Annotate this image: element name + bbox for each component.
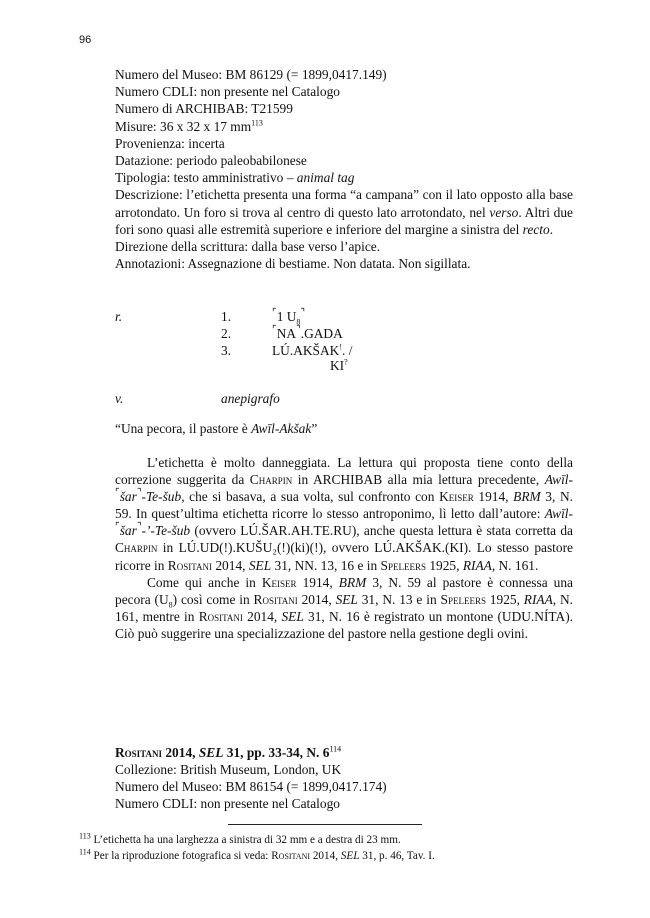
commentary-paragraph: Come qui anche in Keiser 1914, BRM 3, N. 59 al pastore è connessa una pecora $(U_8)$ così come in Rositani 2014, SEL 31, N. 13 e in Speleers 1925, RIAA, N. 161, mentre in Rositani 2014, SEL 31, N. 16 è registrato un montone (UDU.NÍTA). Ciò può suggerire una specializzazione del pastore nella gestione degli ovini. [115, 574, 574, 641]
commentary [115, 454, 573, 642]
dimensions: Misure: 36 x 32 x 17 $mm^{113}$ [115, 118, 263, 134]
line-number: 2. [221, 326, 232, 341]
translation: “Una pecora, il pastore è Awīl-Akšak” [115, 421, 318, 436]
page-number: 96 [79, 34, 92, 46]
archibab-number: Numero di ARCHIBAB: T21599 [115, 101, 293, 117]
footnote: $^{113}$ L’etichetta ha una larghezza a sinistra di 32 mm e a destra di 23 mm. [79, 831, 401, 846]
collection: Collezione: British Museum, London, UK [115, 762, 342, 778]
footnote: $^{114}$ Per la riproduzione fotografica si veda: Rositani 2014, SEL 31, p. 46, Tav. I. [79, 847, 435, 862]
transliteration-line: ⌜NA⌝.GADA [272, 324, 343, 341]
annotations: Annotazioni: Assegnazione di bestiame. Non datata. Non sigillata. [115, 256, 471, 272]
cdli-number: Numero CDLI: non presente nel Catalogo [115, 84, 340, 100]
footnote-separator [228, 824, 422, 825]
description: Descrizione: l’etichetta presenta una forma “a campana” con il lato opposto alla base arrotondato. Un foro si trova al centro di questo lato arrotondato, nel verso. Altri due fori sono quasi alle estremità superiore e inferiore del margine a sinistra del recto. [115, 187, 573, 237]
cdli-number: Numero CDLI: non presente nel Catalogo [115, 796, 340, 812]
line-number: 3. [221, 343, 232, 358]
footnote-ref: 113 [251, 118, 263, 128]
writing-direction: Direzione della scrittura: dalla base verso l’apice. [115, 239, 381, 255]
provenance: Provenienza: incerta [115, 135, 225, 151]
museum-number: Numero del Museo: BM 86129 (= 1899,0417.149) [115, 67, 387, 82]
entry-heading: Rositani 2014, SEL 31, pp. 33-34, N. $6^{114}$ [115, 744, 342, 760]
typology: Tipologia: testo amministrativo – animal tag [115, 170, 355, 186]
verso-label: v. [115, 391, 124, 406]
museum-number: Numero del Museo: BM 86154 (= 1899,0417.174) [115, 779, 387, 795]
verso-text: anepigrafo [221, 391, 280, 406]
catalog-entry [115, 66, 573, 272]
footnote-ref: 114 [329, 744, 342, 754]
next-entry [115, 744, 573, 812]
dating: Datazione: periodo paleobabilonese [115, 153, 307, 169]
transliteration-line: ⌜1 $U_8^⌝$ [272, 307, 306, 327]
commentary-paragraph: L’etichetta è molto danneggiata. La lettura qui proposta tiene conto della correzione suggerita da Charpin in ARCHIBAB alla mia lettura precedente, Awīl-⌜šar⌝-Te-šub, che si basava, a sua volta, sul confronto con Keiser 1914, BRM 3, N. 59. In quest’ultima etichetta ricorre lo stesso antroponimo, lì letto dall’autore: Awīl-⌜šar⌝-’-Te-šub (ovvero LÚ.ŠAR.AH.TE.RU), anche questa lettura è stata corretta da Charpin in LÚ.UD(!).KUŠU₂(!)(ki)(!), ovvero LÚ.AKŠAK.(KI). Lo stesso pastore ricorre in Rositani 2014, SEL 31, NN. 13, 16 e in Speleers 1925, RIAA, N. 161. [115, 455, 573, 573]
transliteration-continuation: KI? [330, 357, 348, 373]
line-number: 1. [221, 309, 232, 324]
transliteration-line: LÚ.AKŠAK!. / [272, 342, 353, 358]
recto-label: r. [115, 309, 123, 324]
